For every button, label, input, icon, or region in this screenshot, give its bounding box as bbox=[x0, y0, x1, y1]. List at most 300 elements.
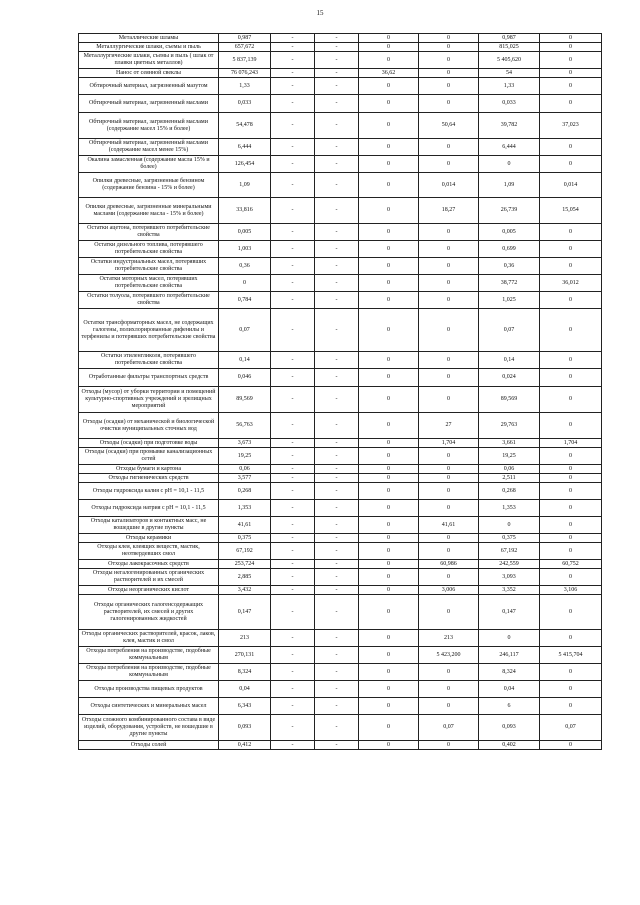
table-row bbox=[79, 369, 602, 387]
value-cell: 0,014 bbox=[419, 173, 479, 198]
value-cell: 1,33 bbox=[219, 78, 271, 95]
value-cell: 0 bbox=[359, 715, 419, 741]
value-cell: 0 bbox=[359, 741, 419, 750]
waste-name-cell: Отходы гидроксида натрия с pH = 10,1 - 11,5 bbox=[79, 500, 219, 517]
table-row bbox=[79, 309, 602, 352]
value-cell: - bbox=[315, 448, 359, 465]
value-cell: - bbox=[271, 34, 315, 43]
table-row bbox=[79, 741, 602, 750]
value-cell: 0 bbox=[540, 369, 602, 387]
table-row bbox=[79, 517, 602, 534]
value-cell: 26,739 bbox=[479, 198, 540, 224]
value-cell: 0 bbox=[419, 34, 479, 43]
value-cell: 36,62 bbox=[359, 69, 419, 78]
value-cell: 0,014 bbox=[540, 173, 602, 198]
waste-name-cell: Отходы гидроксида калия с pH = 10,1 - 11,5 bbox=[79, 483, 219, 500]
value-cell: - bbox=[271, 681, 315, 698]
table-row bbox=[79, 439, 602, 448]
value-cell: - bbox=[271, 741, 315, 750]
value-cell: 0 bbox=[540, 156, 602, 173]
value-cell: 0 bbox=[359, 560, 419, 569]
value-cell: 89,569 bbox=[219, 387, 271, 413]
value-cell: 6 bbox=[479, 698, 540, 715]
value-cell: 0 bbox=[540, 681, 602, 698]
value-cell: - bbox=[315, 352, 359, 369]
value-cell: 0 bbox=[359, 500, 419, 517]
value-cell: - bbox=[271, 664, 315, 681]
table-row bbox=[79, 698, 602, 715]
value-cell: - bbox=[271, 69, 315, 78]
value-cell: 0,147 bbox=[219, 595, 271, 630]
value-cell: - bbox=[315, 698, 359, 715]
value-cell: 0 bbox=[419, 275, 479, 292]
value-cell: 0 bbox=[359, 241, 419, 258]
value-cell: 54 bbox=[479, 69, 540, 78]
value-cell: 0 bbox=[419, 664, 479, 681]
table-row bbox=[79, 95, 602, 113]
value-cell: - bbox=[315, 517, 359, 534]
waste-name-cell: Обтирочный материал, загрязненный маслами (содержание масел менее 15%) bbox=[79, 139, 219, 156]
value-cell: 0 bbox=[540, 95, 602, 113]
value-cell: - bbox=[315, 741, 359, 750]
value-cell: 33,816 bbox=[219, 198, 271, 224]
value-cell: 0 bbox=[359, 465, 419, 474]
table-row bbox=[79, 113, 602, 139]
table-row bbox=[79, 630, 602, 647]
table-row bbox=[79, 78, 602, 95]
value-cell: 0 bbox=[359, 309, 419, 352]
value-cell: 0 bbox=[419, 534, 479, 543]
value-cell: 815,025 bbox=[479, 43, 540, 52]
value-cell: - bbox=[315, 465, 359, 474]
value-cell: - bbox=[271, 543, 315, 560]
value-cell: 5 837,139 bbox=[219, 52, 271, 69]
value-cell: 0 bbox=[479, 630, 540, 647]
value-cell: 54,478 bbox=[219, 113, 271, 139]
table-row bbox=[79, 139, 602, 156]
value-cell: - bbox=[271, 292, 315, 309]
waste-name-cell: Отходы сложного комбинированного состава в виде изделий, оборудования, устройств, не вошедшие в другие пункты bbox=[79, 715, 219, 741]
table-row bbox=[79, 241, 602, 258]
value-cell: - bbox=[315, 78, 359, 95]
value-cell: 0,07 bbox=[419, 715, 479, 741]
value-cell: 213 bbox=[419, 630, 479, 647]
value-cell: 0 bbox=[419, 43, 479, 52]
table-row bbox=[79, 258, 602, 275]
value-cell: 37,023 bbox=[540, 113, 602, 139]
table-row bbox=[79, 465, 602, 474]
value-cell: 3,577 bbox=[219, 474, 271, 483]
waste-name-cell: Металлургические шлаки, съемы и пыль ( шлак от плавки цветных металлов) bbox=[79, 52, 219, 69]
value-cell: 3,352 bbox=[479, 586, 540, 595]
value-cell: 0 bbox=[540, 664, 602, 681]
value-cell: 0,07 bbox=[540, 715, 602, 741]
value-cell: 0,04 bbox=[479, 681, 540, 698]
value-cell: - bbox=[271, 352, 315, 369]
value-cell: 0 bbox=[359, 543, 419, 560]
value-cell: 0,14 bbox=[219, 352, 271, 369]
value-cell: - bbox=[271, 465, 315, 474]
value-cell: 18,27 bbox=[419, 198, 479, 224]
value-cell: - bbox=[315, 241, 359, 258]
value-cell: 0 bbox=[419, 543, 479, 560]
value-cell: 0 bbox=[540, 139, 602, 156]
value-cell: - bbox=[271, 448, 315, 465]
value-cell: 19,25 bbox=[219, 448, 271, 465]
value-cell: 0 bbox=[540, 413, 602, 439]
value-cell: 0,375 bbox=[479, 534, 540, 543]
value-cell: 0 bbox=[419, 258, 479, 275]
value-cell: 0 bbox=[359, 586, 419, 595]
waste-name-cell: Окалина замасленная (содержание масла 15% и более) bbox=[79, 156, 219, 173]
value-cell: 1,09 bbox=[479, 173, 540, 198]
value-cell: 0,36 bbox=[479, 258, 540, 275]
value-cell: 0 bbox=[540, 387, 602, 413]
value-cell: - bbox=[271, 483, 315, 500]
value-cell: 2,511 bbox=[479, 474, 540, 483]
value-cell: - bbox=[271, 139, 315, 156]
value-cell: 0 bbox=[359, 413, 419, 439]
value-cell: 0,402 bbox=[479, 741, 540, 750]
value-cell: 56,763 bbox=[219, 413, 271, 439]
value-cell: - bbox=[315, 69, 359, 78]
waste-table bbox=[78, 33, 602, 750]
value-cell: 0 bbox=[419, 741, 479, 750]
value-cell: - bbox=[271, 387, 315, 413]
value-cell: 3,006 bbox=[419, 586, 479, 595]
table-row bbox=[79, 448, 602, 465]
value-cell: 0 bbox=[540, 292, 602, 309]
waste-name-cell: Отходы синтетических и минеральных масел bbox=[79, 698, 219, 715]
waste-name-cell: Нанос от сеянной свеклы bbox=[79, 69, 219, 78]
table-row bbox=[79, 387, 602, 413]
waste-name-cell: Остатки этиленгликоля, потерявшего потребительские свойства bbox=[79, 352, 219, 369]
value-cell: 0 bbox=[540, 534, 602, 543]
value-cell: - bbox=[315, 586, 359, 595]
value-cell: - bbox=[271, 156, 315, 173]
value-cell: - bbox=[315, 595, 359, 630]
value-cell: 8,324 bbox=[219, 664, 271, 681]
value-cell: 41,61 bbox=[419, 517, 479, 534]
value-cell: 67,192 bbox=[219, 543, 271, 560]
value-cell: - bbox=[271, 173, 315, 198]
table-row bbox=[79, 595, 602, 630]
value-cell: 5 405,620 bbox=[479, 52, 540, 69]
value-cell: 27 bbox=[419, 413, 479, 439]
waste-name-cell: Остатки ацетона, потерявшего потребительские свойства bbox=[79, 224, 219, 241]
value-cell: 1,704 bbox=[419, 439, 479, 448]
value-cell: 0 bbox=[359, 483, 419, 500]
value-cell: - bbox=[315, 483, 359, 500]
value-cell: 3,673 bbox=[219, 439, 271, 448]
waste-name-cell: Остатки трансформаторных масел, не содержащих галогены, полихлорированные дифенилы и терфенилы и потерявших потребительские свойства bbox=[79, 309, 219, 352]
value-cell: 0 bbox=[359, 292, 419, 309]
value-cell: - bbox=[315, 156, 359, 173]
value-cell: 0 bbox=[359, 369, 419, 387]
value-cell: 0 bbox=[359, 43, 419, 52]
waste-name-cell: Отходы клея, клеящих веществ, мастик, неотвердевших смол bbox=[79, 543, 219, 560]
value-cell: 253,724 bbox=[219, 560, 271, 569]
value-cell: 0 bbox=[359, 173, 419, 198]
table-row bbox=[79, 647, 602, 664]
value-cell: - bbox=[271, 275, 315, 292]
waste-name-cell: Отходы (мусор) от уборки территории и помещений культурно-спортивных учреждений и зрелищных мероприятий bbox=[79, 387, 219, 413]
table-row bbox=[79, 224, 602, 241]
value-cell: - bbox=[315, 681, 359, 698]
table-row bbox=[79, 34, 602, 43]
value-cell: 0,033 bbox=[479, 95, 540, 113]
value-cell: 0 bbox=[359, 474, 419, 483]
value-cell: 19,25 bbox=[479, 448, 540, 465]
value-cell: 0,699 bbox=[479, 241, 540, 258]
value-cell: - bbox=[315, 647, 359, 664]
value-cell: 89,569 bbox=[479, 387, 540, 413]
value-cell: 60,752 bbox=[540, 560, 602, 569]
value-cell: 1,353 bbox=[219, 500, 271, 517]
value-cell: - bbox=[271, 500, 315, 517]
value-cell: 3,106 bbox=[540, 586, 602, 595]
value-cell: 0 bbox=[359, 34, 419, 43]
value-cell: 0,412 bbox=[219, 741, 271, 750]
value-cell: 0 bbox=[479, 156, 540, 173]
value-cell: 0,046 bbox=[219, 369, 271, 387]
value-cell: 0 bbox=[419, 352, 479, 369]
value-cell: - bbox=[271, 78, 315, 95]
value-cell: 0,784 bbox=[219, 292, 271, 309]
value-cell: 0 bbox=[359, 681, 419, 698]
value-cell: 0 bbox=[540, 241, 602, 258]
value-cell: 6,444 bbox=[219, 139, 271, 156]
value-cell: 0 bbox=[219, 275, 271, 292]
value-cell: 0 bbox=[419, 369, 479, 387]
table-row bbox=[79, 483, 602, 500]
value-cell: 15,054 bbox=[540, 198, 602, 224]
value-cell: 270,131 bbox=[219, 647, 271, 664]
waste-name-cell: Обтирочный материал, загрязненный мазутом bbox=[79, 78, 219, 95]
value-cell: 0 bbox=[419, 474, 479, 483]
value-cell: 0 bbox=[540, 34, 602, 43]
table-row bbox=[79, 715, 602, 741]
table-row bbox=[79, 43, 602, 52]
value-cell: - bbox=[271, 43, 315, 52]
value-cell: 0,07 bbox=[479, 309, 540, 352]
value-cell: - bbox=[315, 500, 359, 517]
value-cell: 2,885 bbox=[219, 569, 271, 586]
value-cell: 0 bbox=[419, 465, 479, 474]
waste-name-cell: Отходы солей bbox=[79, 741, 219, 750]
value-cell: - bbox=[315, 113, 359, 139]
table-row bbox=[79, 292, 602, 309]
value-cell: 0,093 bbox=[479, 715, 540, 741]
value-cell: 0 bbox=[359, 439, 419, 448]
value-cell: 0,06 bbox=[219, 465, 271, 474]
value-cell: 242,559 bbox=[479, 560, 540, 569]
value-cell: - bbox=[271, 560, 315, 569]
table-row bbox=[79, 173, 602, 198]
waste-name-cell: Отходы производства пищевых продуктов bbox=[79, 681, 219, 698]
value-cell: - bbox=[271, 698, 315, 715]
value-cell: 0 bbox=[359, 258, 419, 275]
waste-name-cell: Отработанные фильтры транспортных средств bbox=[79, 369, 219, 387]
value-cell: 5 415,704 bbox=[540, 647, 602, 664]
waste-name-cell: Отходы (осадки) при промывке канализационных сетей bbox=[79, 448, 219, 465]
value-cell: 0 bbox=[540, 517, 602, 534]
value-cell: 0 bbox=[419, 69, 479, 78]
value-cell: - bbox=[271, 534, 315, 543]
value-cell: 67,192 bbox=[479, 543, 540, 560]
table-row bbox=[79, 534, 602, 543]
value-cell: 0 bbox=[419, 292, 479, 309]
value-cell: - bbox=[315, 198, 359, 224]
value-cell: 38,772 bbox=[479, 275, 540, 292]
value-cell: 3,661 bbox=[479, 439, 540, 448]
value-cell: 0 bbox=[359, 448, 419, 465]
value-cell: 1,09 bbox=[219, 173, 271, 198]
value-cell: - bbox=[315, 34, 359, 43]
value-cell: 0,06 bbox=[479, 465, 540, 474]
table-row bbox=[79, 52, 602, 69]
value-cell: 0 bbox=[419, 569, 479, 586]
table-row bbox=[79, 156, 602, 173]
value-cell: - bbox=[271, 586, 315, 595]
value-cell: - bbox=[271, 95, 315, 113]
value-cell: 0 bbox=[359, 113, 419, 139]
value-cell: 3,093 bbox=[479, 569, 540, 586]
value-cell: - bbox=[271, 439, 315, 448]
table-row bbox=[79, 569, 602, 586]
value-cell: 0,005 bbox=[219, 224, 271, 241]
value-cell: 0 bbox=[359, 630, 419, 647]
waste-name-cell: Отходы потребления на производстве, подобные коммунальным bbox=[79, 647, 219, 664]
value-cell: - bbox=[315, 664, 359, 681]
value-cell: 0 bbox=[419, 139, 479, 156]
value-cell: 0 bbox=[359, 517, 419, 534]
waste-name-cell: Отходы керамики bbox=[79, 534, 219, 543]
waste-name-cell: Опилки древесные, загрязненные бензином (содержание бензина - 15% и более) bbox=[79, 173, 219, 198]
value-cell: 0 bbox=[540, 500, 602, 517]
value-cell: 1,025 bbox=[479, 292, 540, 309]
value-cell: 0 bbox=[359, 139, 419, 156]
value-cell: 0 bbox=[419, 595, 479, 630]
waste-name-cell: Остатки индустриальных масел, потерявших потребительские свойства bbox=[79, 258, 219, 275]
waste-name-cell: Металлургические шлаки, съемы и пыль bbox=[79, 43, 219, 52]
value-cell: 0,07 bbox=[219, 309, 271, 352]
value-cell: 0 bbox=[540, 309, 602, 352]
table-row bbox=[79, 681, 602, 698]
value-cell: - bbox=[315, 258, 359, 275]
value-cell: 657,672 bbox=[219, 43, 271, 52]
value-cell: 0 bbox=[359, 52, 419, 69]
value-cell: 6,343 bbox=[219, 698, 271, 715]
table-row bbox=[79, 543, 602, 560]
value-cell: 0 bbox=[359, 698, 419, 715]
waste-name-cell: Отходы неорганических кислот bbox=[79, 586, 219, 595]
value-cell: 0 bbox=[359, 95, 419, 113]
value-cell: - bbox=[315, 224, 359, 241]
value-cell: 0 bbox=[540, 43, 602, 52]
value-cell: 76 076,243 bbox=[219, 69, 271, 78]
table-row bbox=[79, 198, 602, 224]
value-cell: - bbox=[315, 292, 359, 309]
value-cell: 0 bbox=[540, 698, 602, 715]
value-cell: 60,986 bbox=[419, 560, 479, 569]
value-cell: 0 bbox=[419, 448, 479, 465]
value-cell: 0 bbox=[479, 517, 540, 534]
value-cell: 0 bbox=[419, 52, 479, 69]
value-cell: 0,033 bbox=[219, 95, 271, 113]
value-cell: - bbox=[315, 52, 359, 69]
value-cell: 0,093 bbox=[219, 715, 271, 741]
table-row bbox=[79, 664, 602, 681]
table-row bbox=[79, 586, 602, 595]
value-cell: 0 bbox=[540, 52, 602, 69]
value-cell: - bbox=[315, 369, 359, 387]
value-cell: 0 bbox=[359, 387, 419, 413]
value-cell: - bbox=[271, 198, 315, 224]
value-cell: 0,36 bbox=[219, 258, 271, 275]
value-cell: 0 bbox=[540, 483, 602, 500]
value-cell: - bbox=[271, 517, 315, 534]
value-cell: 0,987 bbox=[219, 34, 271, 43]
value-cell: 1,704 bbox=[540, 439, 602, 448]
table-row bbox=[79, 474, 602, 483]
waste-name-cell: Отходы катализаторов и контактных масс, не вошедшие в другие пункты bbox=[79, 517, 219, 534]
value-cell: 0 bbox=[419, 500, 479, 517]
value-cell: - bbox=[271, 569, 315, 586]
value-cell: 0 bbox=[540, 630, 602, 647]
value-cell: - bbox=[315, 387, 359, 413]
value-cell: 8,324 bbox=[479, 664, 540, 681]
value-cell: - bbox=[315, 569, 359, 586]
value-cell: 0 bbox=[419, 224, 479, 241]
value-cell: 0 bbox=[540, 543, 602, 560]
value-cell: 0 bbox=[359, 352, 419, 369]
value-cell: - bbox=[315, 560, 359, 569]
value-cell: 0 bbox=[359, 647, 419, 664]
value-cell: - bbox=[315, 95, 359, 113]
value-cell: - bbox=[315, 439, 359, 448]
waste-name-cell: Отходы органических галогенсодержащих растворителей, их смесей и других галогенированных жидкостей bbox=[79, 595, 219, 630]
value-cell: - bbox=[271, 241, 315, 258]
value-cell: 0 bbox=[359, 275, 419, 292]
value-cell: - bbox=[271, 113, 315, 139]
value-cell: 0 bbox=[359, 224, 419, 241]
value-cell: - bbox=[315, 543, 359, 560]
value-cell: 0 bbox=[540, 352, 602, 369]
value-cell: - bbox=[315, 43, 359, 52]
value-cell: - bbox=[315, 173, 359, 198]
value-cell: 0 bbox=[359, 664, 419, 681]
value-cell: - bbox=[271, 309, 315, 352]
table-row bbox=[79, 413, 602, 439]
value-cell: - bbox=[315, 309, 359, 352]
value-cell: 0 bbox=[540, 595, 602, 630]
value-cell: 0,987 bbox=[479, 34, 540, 43]
value-cell: 1,33 bbox=[479, 78, 540, 95]
waste-name-cell: Опилки древесные, загрязненные минеральными маслами (содержание масла - 15% и более) bbox=[79, 198, 219, 224]
value-cell: 0 bbox=[419, 309, 479, 352]
waste-name-cell: Обтирочный материал, загрязненный маслами (содержание масел 15% и более) bbox=[79, 113, 219, 139]
value-cell: 0 bbox=[359, 78, 419, 95]
value-cell: - bbox=[271, 369, 315, 387]
waste-name-cell: Отходы лакокрасочных средств bbox=[79, 560, 219, 569]
value-cell: 0,147 bbox=[479, 595, 540, 630]
value-cell: 0,375 bbox=[219, 534, 271, 543]
value-cell: 0 bbox=[540, 465, 602, 474]
value-cell: - bbox=[315, 474, 359, 483]
value-cell: 0 bbox=[419, 241, 479, 258]
value-cell: 0,268 bbox=[219, 483, 271, 500]
